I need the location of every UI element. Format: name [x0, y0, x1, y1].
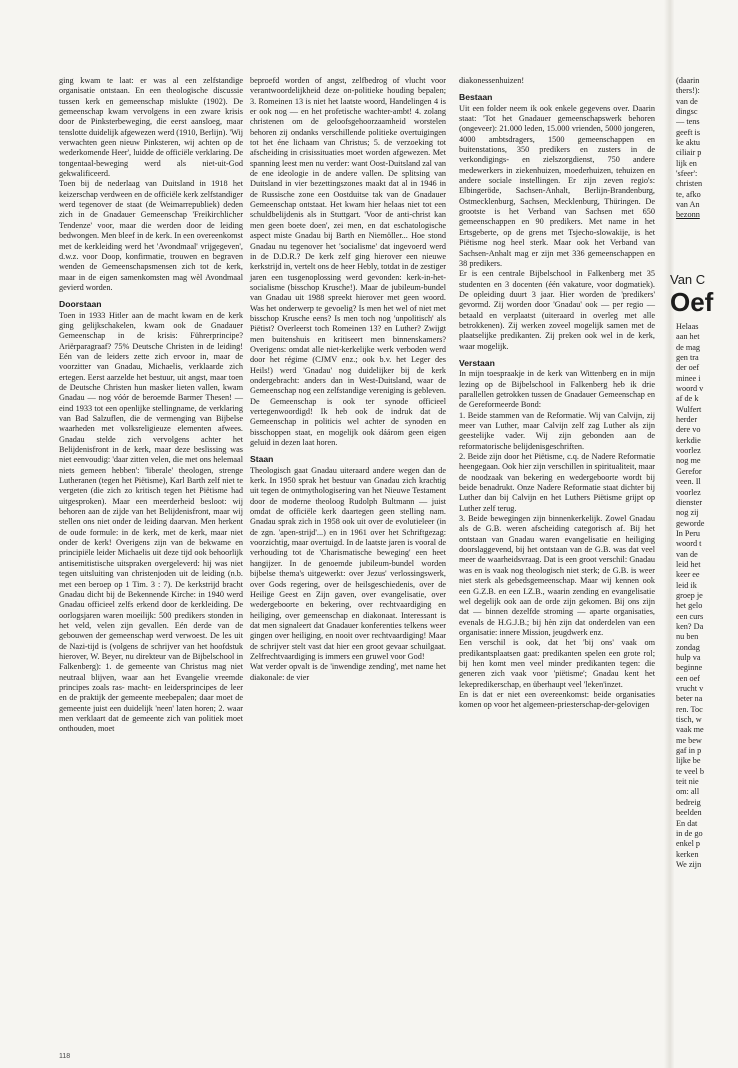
edge-text-line: beelden: [676, 808, 702, 818]
paragraph: Uit een folder neem ik ook enkele gegevens over. Daarin staat: 'Tot het Gnadauer gemeenschapswerk behoren (ongeveer): 21.000 leden, 15.000 vrienden, 5000 jongeren, 4000 ambtsdragers, 1500 gemeenschappen en buitenstations, 350 predikers en zusters in de verkondigings- en zielszorgdienst, 750 andere medewerkers in ziekenhuizen, moederhuizen, tehuizen en andere sociale instellingen. Er zijn zeven regio's: Elbingeröde, Sachsen-Anhalt, Berlijn-Brandenburg, Ostmecklenburg, Sachsen, Mecklenburg, Thüringen. De grootste is het Verband van Sachsen met 650 gemeenschappen en 90 predikers. Met name in het Ertsgeberte, op de grens met Tsjecho-slowakije, is het Piëtisme nog heel sterk. Maar ook het Verband van Sachsen-Anhalt mag er zijn met 336 gemeenschappen en 38 predikers.: [459, 103, 655, 268]
edge-text-line: dingsc: [676, 107, 698, 117]
paragraph: Theologisch gaat Gnadau uiteraard andere wegen dan de kerk. In 1950 sprak het bestuur van Gnadau zich krachtig uit tegen de ontmythologisering van het Nieuwe Testament door de moderne theoloog Rudolph Bultmann — juist omdat de officiële kerk daartegen geen stelling nam. Gnadau sprak zich in 1958 ook uit over de evolutieleer (in de zgn. 'apen-strijd'...) en in 1961 over het Schriftgezag: voorzichtig, maar overtuigd. In de laatste jaren is vooral de verhouding tot de 'Charismatische beweging' een heet hangijzer. In de genoemde jubileum-bundel worden bijbelse thema's uitgewerkt: over Jezus' verlossingswerk, over Gods regering, over de heilsgeschiedenis, over de Heilige Geest en Zijn gaven, over evangelisatie, over wedergeboorte en bekering, over rechtvaardiging en heiliging, over gemeenschap en diakonaat. Interessant is dat men signaleert dat Gnadauer konferenties telkens weer gingen over heiliging, en nooit over rechtvaardiging! Maar de schrijver stelt vast dat hier een groot gevaar schuilgaat. Zelfrechtvaardiging is immers een gruwel voor God!: [250, 465, 446, 661]
edge-text-line: We zijn: [676, 859, 702, 869]
paragraph: Een verschil is ook, dat het 'bij ons' vaak om predikantsplaatsen gaat: predikanten spelen een grote rol; bij hen komt men veel minder predikanten tegen: die generen zich vaak voor 'piëtisme'; Gnadau kent het lekepredikerschap, en überhaupt veel 'leken'inzet.: [459, 638, 655, 689]
paragraph: 3. Beide bewegingen zijn binnenkerkelijk. Zowel Gnadau als de G.B. weren afscheiding categorisch af. Bij het ontstaan van Gnadau waren evangelisatie en heiliging doorslaggevend, bij het ontstaan van de G.B. was dat veel meer de waarheidsvraag. Dat is een groot verschil: Gnadau was en is vaak nog theologisch niet sterk; de G.B. is weer niet sterk als gebedsgemeenschap. Maar wij kennen ook een G.Z.B. en een I.Z.B., waarin zending en evangelisatie wel degelijk ook aan de orde zijn gekomen. Bij ons zijn dat — binnen dezelfde stroming — aparte organisaties, evenals de H.G.J.B.; bij hèn zijn dat onderdelen van een organisatie: innere Mission, jeugdwerk enz.: [459, 514, 655, 637]
column-1: [59, 76, 243, 735]
edge-text-line: hulp va: [676, 653, 701, 662]
edge-text-line: geeft is: [676, 127, 701, 137]
section-heading-staan: Staan: [250, 454, 274, 465]
edge-text-line: nog zij: [676, 508, 699, 518]
edge-text-line: 'sfeer':: [676, 169, 698, 179]
edge-text-line: — tens: [676, 117, 700, 127]
edge-text-line: te veel b: [676, 766, 704, 776]
section-heading-bestaan: Bestaan: [459, 92, 493, 103]
paragraph: Toen bij de nederlaag van Duitsland in 1918 het keizerschap verdween en de officiële kerk zelfstandiger werd tegenover de staat (de Weimarrepubliek) deden zich in de Gnadauer Gemeenschap 'Freikirchlicher Tendenze' voor, maar die werden door de leiding bedwongen. Men bleef in de kerk. In een overeenkomst met de kerkleiding werd het 'Avondmaal' vrijgegeven', d.w.z. voor Doop, konfirmatie, trouwen en begraven wenden de Gemeenschapsmensen zich tot de kerk, maar in de eigen samenkomsten mag wèl Avondmaal gevierd worden.: [59, 179, 243, 292]
section-heading-doorstaan: Doorstaan: [59, 299, 102, 310]
edge-text-line: leid het: [676, 559, 701, 569]
paragraph: In mijn toespraakje in de kerk van Wittenberg en in mijn lezing op de Bijbelschool in Falkenberg heb ik drie parallellen getrokken tussen de Gnadauer Gemeenschap en de Gereformeerde Bond:: [459, 369, 655, 410]
edge-text-line: tisch, w: [676, 715, 702, 725]
edge-text-line: lijke be: [676, 756, 701, 766]
edge-text-line: bezonn: [676, 210, 700, 220]
edge-text-line: het gelo: [676, 601, 703, 611]
paragraph: En is dat er niet een overeenkomst: beide organisaties komen op voor het algemeen-priesterschap-der-gelovigen: [459, 689, 655, 710]
paragraph: Er is een centrale Bijbelschool in Falkenberg met 35 studenten en 3 docenten (één vakature, voor dogmatiek). De opleiding duurt 3 jaar. Hier worden de 'predikers' gevormd. Zij worden door 'Gnadau' ook — per regio — betaald en verplaatst (uiteraard in overleg met alle betrokkenen). Zij werken zoveel mogelijk samen met de plaatselijke predikanten. Zij preken ook wel in de kerk, waar mogelijk.: [459, 269, 655, 351]
edge-text-line: nu ben: [676, 632, 699, 642]
edge-text-line: geworde: [676, 518, 705, 528]
edge-text-line: van de: [676, 549, 698, 559]
edge-text-line: voorlez: [676, 446, 701, 456]
edge-text-line: teit nie: [676, 777, 699, 787]
edge-text-line: aan het: [676, 332, 700, 342]
edge-text-line: beter na: [676, 694, 703, 704]
edge-text-line: lijk en: [676, 158, 697, 168]
paragraph: 1. Beide stammen van de Reformatie. Wij van Calvijn, zij meer van Luther, maar Calvijn zelf zag Luther als zijn geestelijke vader. Wij zijn gebonden aan de reformatorische belijdenisgeschriften.: [459, 410, 655, 451]
paragraph: beproefd worden of angst, zelfbedrog of vlucht voor verantwoordelijkheid deze on-politieke houding bepalen; 3. Romeinen 13 is niet het laatste woord, Handelingen 4 is er ook nog — en het profetische wachter-ambt! 4. zolang christenen om de geloofsgehoorzaamheid worstelen behoren zij ondanks verschillende politieke overtuigingen tot het éne lichaam van Christus; 5. de verzoeking tot afscheiding in crisissituaties moet worden afgewezen. Met spanning leest men nu verder: want Oost-Duitsland zal van de ene ideologie in de andere vallen. De splitsing van Duitsland in vier bezettingszones maakt dat al in 1946 in de Russische zone een Oostduitse tak van de Gnadauer Gemeenschap ontstaat. Het kwam hier helaas niet tot een schuldbelijdenis als in Stuttgart. 'Voor de anti-christ kan men geen boete doen', zei men, en dat eschatologische aspect miste Gnadau bij Barth en Niemöller... Hoe stond Gnadau nu tegenover het 'socialisme' dat ingevoerd werd in de D.D.R.? De kerk zelf ging hierover een nieuwe kerkstrijd in, vertelt ons de heer Hebly, totdat in de zestiger jaren een tusgenoplossing werd gevonden: kerk-in-het-socialisme (bisschop Krusche!). Maar de jubileum-bundel van Gnadau uit 1988 spreekt hierover met geen woord. Was het onderwerp te gevoelig? Is men het wel of niet met bisschop Krusche eens? Is men toch nog 'unpolitisch' als Piëtist? Overleerst toch Romeinen 13? en Luther? Zwijgt men buitenshuis en kritiseert men binnenskamers? Overigens: omdat alle niet-kerkelijke werk verboden werd door het régime (CJMV enz.; ook b.v. het Leger des Heils!) werd 'Gnadau' nog duidelijker bij de kerk ondergebracht: anders dan in West-Duitsland, waar de Gemeenschap nog een zelfstandige vereniging is gebleven. De Gemeenschap is ook ter synode officieel vertegenwoordigd! Ik heb ook de indruk dat de Gemeenschap in politicis wel achter de synoden en bisschoppen staat, en mogelijk ook dáárom geen eigen geluid in dezen laat horen.: [250, 76, 446, 448]
next-page-headline: [670, 272, 738, 315]
column-3: [459, 76, 655, 711]
edge-text-line: dere vo: [676, 425, 701, 435]
edge-text-line: ciliair p: [676, 148, 702, 158]
paragraph: ging kwam te laat: er was al een zelfstandige organisatie ontstaan. En een theologische discussie tussen kerk en gemeenschap mislukte (1902). De gemeenschap kwam vervolgens in een zware krisis door de Pinksterbeweging, die eerst aansloeg, maar tenslotte duidelijk afgewezen werd (1910, Berlijn). 'Wij verwachten geen nieuw Pinksteren, wij achten op de wederkomende Heer', luidde de officiële verklaring. De tongentaal-beweging werd als niet-uit-God gekwalificeerd.: [59, 76, 243, 179]
edge-text-line: woord t: [676, 539, 702, 549]
edge-text-line: Helaas: [676, 322, 699, 331]
paragraph: Toen in 1933 Hitler aan de macht kwam en de kerk ging gelijkschakelen, kwam ook de Gnadauer Gemeenschap in de krisis: Führerprincipe? Ariërparagraaf? 75% Deutsche Christen in de leiding! Eén van de leiders zette zich ervoor in, maar de voorzitter van Gnadau, Michaelis, verklaarde zich ertegen. Eerst aarzelde het bestuur, uit angst, maar toen de Deutsche Christen hun masker lieten vallen, kwam Gnadau — nog vóór de beroemde Barmer Thesen! — eind 1933 tot een openlijke stellingname, de verklaring van Bad Salzuflen, die de vermenging van Bijbelse waarheden met volksreligieuze elementen afwees. Gnadau stelde zich vervolgens achter het Belijdenisfront in de kerk, maar deze beslissing was niet eenvoudig: 'daar zitten velen, die met ons helemaal niets gemeen hebben': 'liberale' theologen, strenge Lutheranen (tegen het Piëtisme), Karl Barth zelf niet te vergeten (die zich zo kritisch tegen het Piëtisme had uitgesproken). Maar een meerderheid besloot: wij behoren aan de zijde van het Belijdenisfront, maar wij stellen ons niet onder de leiding daarvan. Men herkent de oude formule: in de kerk, met de kerk, maar niet onder de kerk! Overigens zijn van de bekwame en principiële leider Michaelis uit deze tijd ook behoorlijk antisemitistische uitspraken overgeleverd: hij was niet tegen uitsluiting van christenjoden uit de leiding (n.b. met een beroep op 1 Tim. 3 : 7). De kerkstrijd bracht Gnadau dicht bij de Bekennende Kirche: in 1940 werd Gnadau officieel zelfs erkend door de kerkleiding. De oorlogsjaren waren moeilijk: 500 predikers stonden in het veld, velen zijn gevallen. Eén derde van de gebouwen der gemeenschap werd verwoest. De les uit de Nazi-tijd is (volgens de schrijver van het hoofdstuk hierover, W. Beyer, nu direkteur van de Bijbelschool in Falkenberg): 1. de gemeente van Christus mag niet neutraal blijven, waar aan het Evangelie vreemde principes zoals ras- macht- en leidersprincipes de leer en de praktijk der gemeente meebepalen; daar moet de gemeente juist een duidelijk 'neen' laten horen; 2. waar men verklaart dat de gemeente zich van politiek moet onthouden, moet: [59, 310, 243, 734]
edge-text-line: vrucht v: [676, 684, 704, 694]
edge-text-line: voorlez: [676, 487, 701, 497]
edge-text-line: van de: [676, 96, 698, 106]
edge-text-line: gaf in p: [676, 746, 702, 756]
edge-text-line: herder: [676, 415, 698, 425]
edge-text-line: zondag: [676, 642, 700, 652]
next-page-edge-body: [676, 322, 738, 870]
edge-text-line: In Peru: [676, 528, 701, 538]
edge-text-line: gen tra: [676, 353, 699, 363]
edge-text-line: de mag: [676, 342, 701, 352]
edge-text-line: kerkdie: [676, 435, 701, 445]
edge-text-line: van An: [676, 200, 700, 210]
edge-text-line: nog me: [676, 456, 701, 466]
edge-text-line: enkel p: [676, 839, 701, 849]
paragraph: diakonessenhuizen!: [459, 76, 525, 85]
edge-text-line: minee i: [676, 373, 701, 383]
edge-text-line: christen: [676, 179, 703, 189]
edge-text-line: om: all: [676, 787, 700, 797]
edge-text-line: ke aktu: [676, 138, 701, 148]
edge-text-line: En dat: [676, 818, 698, 828]
edge-text-line: beginne: [676, 663, 703, 673]
edge-text-line: me bew: [676, 735, 702, 745]
edge-text-line: af de k: [676, 394, 699, 404]
edge-text-line: een curs: [676, 611, 704, 621]
edge-text-line: woord v: [676, 384, 704, 394]
edge-text-line: te, afko: [676, 189, 701, 199]
edge-text-line: dienster: [676, 497, 703, 507]
next-article-title: Oef: [670, 287, 714, 315]
edge-text-line: (daarin: [676, 76, 700, 85]
edge-text-line: leid ik: [676, 580, 697, 590]
edge-text-line: Wulfert: [676, 404, 702, 414]
next-page-edge-top: [676, 76, 738, 221]
next-article-kicker: Van C: [670, 272, 706, 287]
edge-text-line: der oef: [676, 363, 700, 373]
edge-text-line: een oef: [676, 673, 701, 683]
edge-text-line: ken? Da: [676, 621, 704, 631]
edge-text-line: keer ee: [676, 570, 700, 580]
edge-text-line: thers!):: [676, 86, 700, 96]
edge-text-line: in de go: [676, 828, 703, 838]
section-heading-verstaan: Verstaan: [459, 357, 495, 368]
column-2: [250, 76, 446, 683]
edge-text-line: bedreig: [676, 797, 701, 807]
edge-text-line: ren. Toc: [676, 704, 703, 714]
paragraph: Wat verder opvalt is de 'inwendige zending', met name het diakonale: de vier: [250, 662, 446, 682]
edge-text-line: kerken: [676, 849, 699, 859]
edge-text-line: veen. Il: [676, 477, 701, 487]
paragraph: 2. Beide zijn door het Piëtisme, c.q. de Nadere Reformatie heengegaan. Ook hier zijn verschillen in spiritualiteit, maar de noodzaak van bekering en wedergeboorte wordt bij beide benadrukt. Onze Nadere Reformatie staat dichter bij Luther dan bij Calvijn en het Luthers Piëtisme grijpt op Luther zelf terug.: [459, 452, 655, 513]
page-fold-shadow: [664, 0, 674, 1068]
edge-text-line: groep je: [676, 590, 703, 600]
edge-text-line: vaak me: [676, 725, 704, 735]
page-number: 118: [59, 1053, 71, 1060]
edge-text-line: Gerefor: [676, 466, 702, 476]
